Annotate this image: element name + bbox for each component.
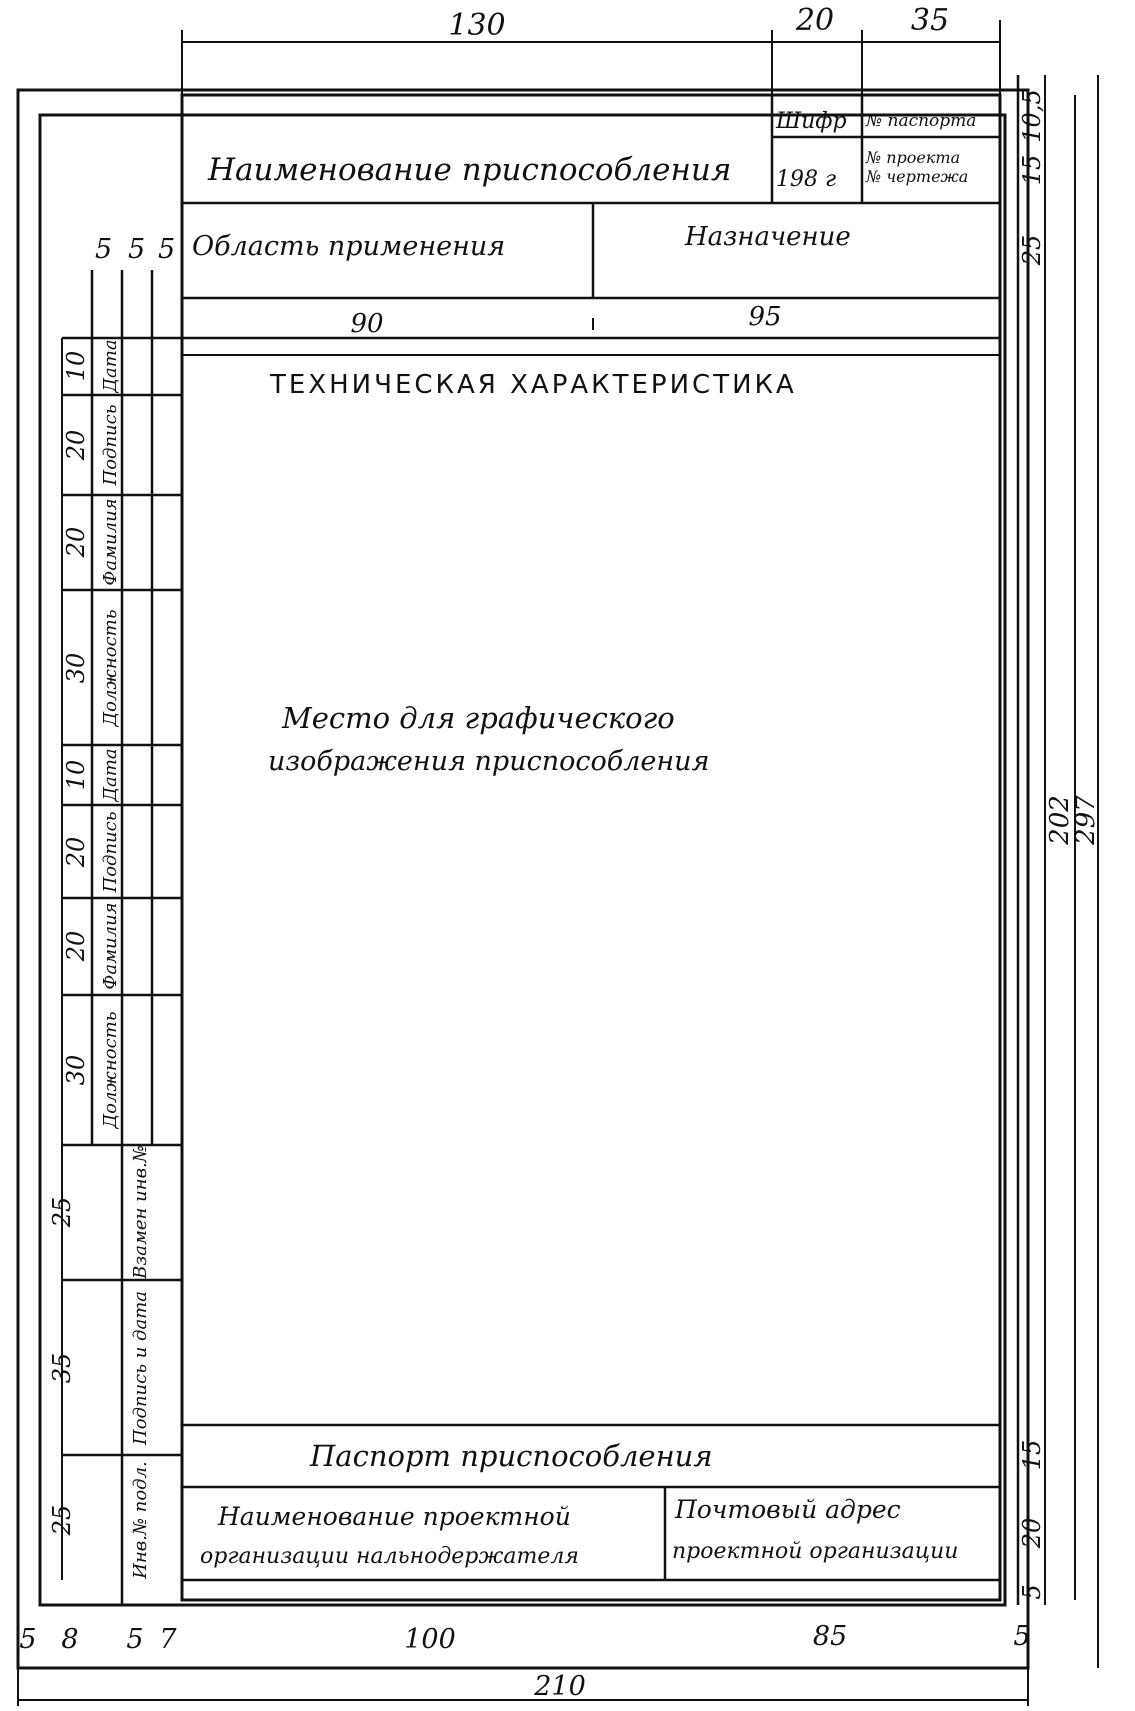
side-label-position: Должность [100, 609, 121, 727]
side-dim-lower-2: 35 [48, 1352, 76, 1384]
side-dim-8: 30 [62, 1054, 90, 1086]
dim-col-2: 5 [128, 234, 146, 265]
right-dim-15: 15 [1018, 154, 1046, 186]
side-dim-2: 20 [62, 429, 90, 461]
title-block-purpose: Назначение [685, 222, 851, 252]
side-dim-5: 10 [62, 759, 90, 791]
side-dim-4: 30 [62, 652, 90, 684]
dim-130: 130 [448, 8, 506, 43]
side-label-signature: Подпись [100, 404, 121, 486]
org-name-line-1: Наименование проектной [218, 1502, 571, 1531]
side-label-position-2: Должность [100, 1011, 121, 1129]
side-label-inv-orig: Инв.№ подл. [130, 1461, 151, 1579]
bottom-dim-5a: 5 [19, 1624, 37, 1655]
title-block-passport-no: № паспорта [866, 111, 977, 131]
dim-col-1: 5 [95, 234, 113, 265]
dim-35: 35 [910, 3, 950, 38]
side-dim-6: 20 [62, 836, 90, 868]
side-dim-lower-1: 25 [48, 1196, 76, 1228]
graphic-place-line-2: изображения приспособления [268, 746, 710, 777]
side-label-surname: Фамилия [100, 498, 121, 586]
right-dim-297: 297 [1071, 795, 1101, 845]
title-block-cipher: Шифр [776, 109, 847, 134]
side-label-date: Дата [100, 339, 121, 393]
bottom-dim-210: 210 [534, 1671, 586, 1702]
bottom-dim-5c: 5 [1013, 1621, 1031, 1652]
bottom-dim-100: 100 [404, 1624, 456, 1655]
side-dim-1: 10 [62, 350, 90, 382]
title-block-drawing-no: № чертежа [866, 167, 969, 186]
side-label-sign-and-date: Подпись и дата [130, 1291, 151, 1445]
right-dim-bottom-15: 15 [1018, 1439, 1046, 1471]
side-label-surname-2: Фамилия [100, 902, 121, 990]
sheet-outer-border [18, 90, 1031, 1668]
side-dim-lower-3: 25 [48, 1504, 76, 1536]
right-dim-10-5: 10,5 [1018, 89, 1046, 143]
bottom-dim-85: 85 [812, 1621, 848, 1652]
dim-90: 90 [350, 309, 384, 339]
graphic-place-line-1: Место для графического [282, 701, 675, 735]
main-frame [182, 95, 1000, 1600]
dim-20: 20 [795, 3, 835, 38]
bottom-dim-7: 7 [159, 1624, 177, 1655]
technical-characteristics-heading: ТЕХНИЧЕСКАЯ ХАРАКТЕРИСТИКА [270, 370, 797, 400]
dim-col-3: 5 [158, 234, 176, 265]
passport-title: Паспорт приспособления [310, 1439, 713, 1473]
title-block-application: Область применения [192, 231, 506, 262]
title-block-name: Наименование приспособления [208, 152, 732, 188]
title-block-year: 198 г [776, 167, 837, 192]
right-dim-202: 202 [1045, 795, 1075, 845]
bottom-dim-8: 8 [61, 1624, 79, 1655]
right-dim-25: 25 [1018, 234, 1046, 266]
right-dim-bottom-20: 20 [1018, 1517, 1046, 1549]
dim-95: 95 [748, 302, 782, 332]
grid-lines [62, 75, 1045, 1605]
side-label-date-2: Дата [100, 748, 121, 802]
side-label-signature-2: Подпись [100, 811, 121, 893]
right-dim-bottom-5: 5 [1018, 1584, 1046, 1600]
postal-address-line-1: Почтовый адрес [675, 1495, 901, 1524]
postal-address-line-2: проектной организации [672, 1539, 959, 1564]
side-label-replacing-inv: Взамен инв.№ [130, 1145, 151, 1279]
title-block-project-no: № проекта [866, 148, 961, 167]
side-dim-7: 20 [62, 930, 90, 962]
org-name-line-2: организации нальнодержателя [200, 1544, 579, 1569]
side-dim-3: 20 [62, 526, 90, 558]
bottom-dim-5b: 5 [126, 1624, 144, 1655]
